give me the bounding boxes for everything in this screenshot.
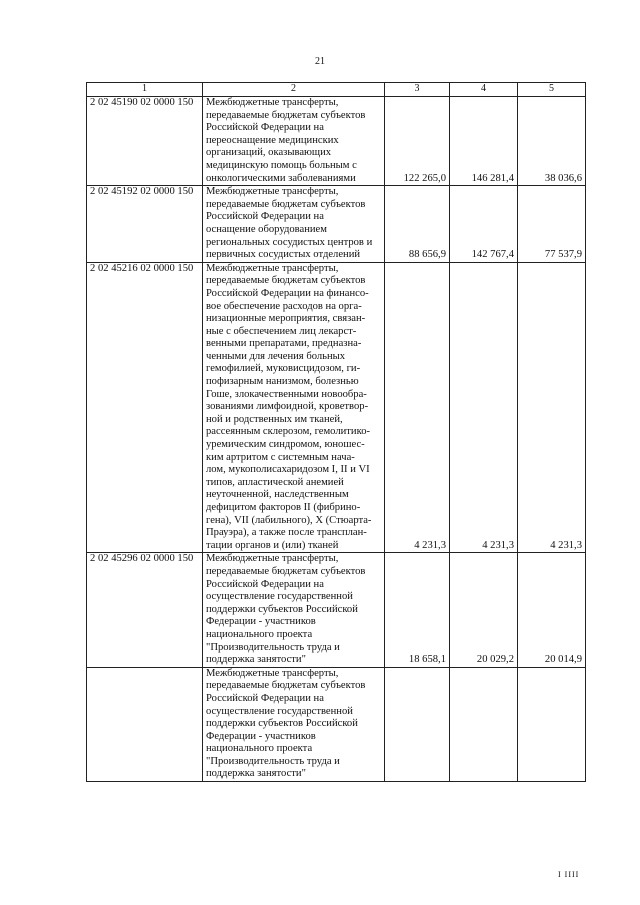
item-name-line: уремическим синдромом, юношес-: [206, 439, 365, 451]
item-name-line: ким артритом с системным нача-: [206, 451, 355, 463]
item-name-line: национального проекта: [206, 743, 313, 755]
item-name: [203, 667, 385, 781]
item-name-line: национального проекта: [206, 628, 313, 640]
item-name-line: зованиями лимфоидной, кроветвор-: [206, 401, 369, 413]
item-name-line: передаваемые бюджетам субъектов: [206, 680, 366, 692]
item-name-line: передаваемые бюджетам субъектов: [206, 275, 366, 287]
value-col-3: [385, 667, 450, 781]
value-col-3: 4 231,3: [385, 262, 450, 553]
budget-code: [87, 667, 203, 781]
item-name-line: Российской Федерации на: [206, 211, 324, 223]
column-header-3: 3: [385, 83, 450, 97]
item-name-line: венными препаратами, предназна-: [206, 338, 362, 350]
item-name-line: Российской Федерации на: [206, 122, 324, 134]
table-row: [87, 553, 586, 667]
item-name-line: передаваемые бюджетам субъектов: [206, 565, 366, 577]
table-header-row: [87, 83, 586, 97]
column-header-1: 1: [87, 83, 203, 97]
value-col-3: 18 658,1: [385, 553, 450, 667]
item-name-line: ные с обеспечением лиц лекарст-: [206, 325, 357, 337]
value-col-5: 77 537,9: [518, 186, 586, 263]
item-name-line: Федерации - участников: [206, 730, 316, 742]
budget-code: 2 02 45192 02 0000 150: [87, 186, 203, 263]
column-header-4: 4: [450, 83, 518, 97]
value-col-4: 146 281,4: [450, 97, 518, 186]
item-name-line: Российской Федерации на: [206, 692, 324, 704]
item-name-line: типов, апластической анемией: [206, 476, 344, 488]
item-name-line: Межбюджетные трансферты,: [206, 667, 339, 679]
column-header-5: 5: [518, 83, 586, 97]
item-name-line: поддержка занятости": [206, 654, 306, 666]
item-name-line: Гоше, злокачественными новообра-: [206, 388, 367, 400]
item-name-line: Российской Федерации на: [206, 578, 324, 590]
item-name-line: Прауэра), а также после трансплан-: [206, 527, 367, 539]
item-name-line: передаваемые бюджетам субъектов: [206, 109, 366, 121]
item-name-line: ной и родственных им тканей,: [206, 413, 343, 425]
item-name-line: региональных сосудистых центров и: [206, 236, 373, 248]
item-name: [203, 262, 385, 553]
value-col-4: [450, 667, 518, 781]
item-name-line: дефицитом факторов II (фибрино-: [206, 502, 361, 513]
value-col-4: 4 231,3: [450, 262, 518, 553]
budget-code: 2 02 45296 02 0000 150: [87, 553, 203, 667]
column-header-2: 2: [203, 83, 385, 97]
item-name-line: Российской Федерации на финансо-: [206, 287, 369, 299]
item-name-line: переоснащение медицинских: [206, 134, 339, 146]
item-name-line: гена), VII (лабильного), X (Стюарта-: [206, 514, 372, 526]
item-name-line: пофизарным нанизмом, болезнью: [206, 376, 359, 388]
item-name: [203, 553, 385, 667]
item-name-line: вое обеспечение расходов на орга-: [206, 300, 362, 312]
item-name-line: Межбюджетные трансферты,: [206, 97, 339, 108]
value-col-3: 122 265,0: [385, 97, 450, 186]
item-name-line: организаций, оказывающих: [206, 147, 332, 159]
value-col-5: 20 014,9: [518, 553, 586, 667]
item-name-line: поддержки субъектов Российской: [206, 603, 358, 615]
item-name-line: "Производительность труда и: [206, 755, 340, 767]
value-col-4: 20 029,2: [450, 553, 518, 667]
item-name-line: осуществление государственной: [206, 591, 353, 603]
item-name-line: Федерации - участников: [206, 616, 316, 628]
value-col-5: [518, 667, 586, 781]
item-name-line: Межбюджетные трансферты,: [206, 186, 339, 198]
value-col-3: 88 656,9: [385, 186, 450, 263]
item-name-line: осуществление государственной: [206, 705, 353, 717]
budget-code: 2 02 45190 02 0000 150: [87, 97, 203, 186]
value-col-5: 38 036,6: [518, 97, 586, 186]
item-name-line: "Производительность труда и: [206, 641, 340, 653]
item-name-line: лом, мукополисахаридозом I, II и VI: [206, 464, 370, 476]
item-name-line: Межбюджетные трансферты,: [206, 262, 339, 274]
item-name-line: гемофилией, муковисцидозом, ги-: [206, 363, 361, 375]
item-name-line: неуточненной, наследственным: [206, 489, 349, 501]
item-name: [203, 186, 385, 263]
item-name-line: поддержка занятости": [206, 768, 306, 780]
item-name-line: первичных сосудистых отделений: [206, 249, 361, 261]
item-name-line: поддержки субъектов Российской: [206, 718, 358, 730]
item-name-line: Межбюджетные трансферты,: [206, 553, 339, 565]
item-name-line: тации органов и (или) тканей: [206, 539, 339, 551]
budget-table: [86, 82, 586, 782]
item-name: [203, 97, 385, 186]
page-number: 21: [315, 56, 325, 67]
table-row: [87, 667, 586, 781]
item-name-line: оснащение оборудованием: [206, 223, 327, 235]
item-name-line: ченными для лечения больных: [206, 350, 346, 362]
table-row: [87, 186, 586, 263]
item-name-line: медицинскую помощь больным с: [206, 159, 357, 171]
table-row: [87, 97, 586, 186]
item-name-line: низационные мероприятия, связан-: [206, 313, 366, 325]
item-name-line: рассеянным склерозом, гемолитико-: [206, 426, 371, 438]
value-col-5: 4 231,3: [518, 262, 586, 553]
item-name-line: онкологическими заболеваниями: [206, 172, 356, 184]
footer-mark: I IIII: [558, 870, 580, 879]
budget-code: 2 02 45216 02 0000 150: [87, 262, 203, 553]
value-col-4: 142 767,4: [450, 186, 518, 263]
table-row: [87, 262, 586, 553]
item-name-line: передаваемые бюджетам субъектов: [206, 198, 366, 210]
